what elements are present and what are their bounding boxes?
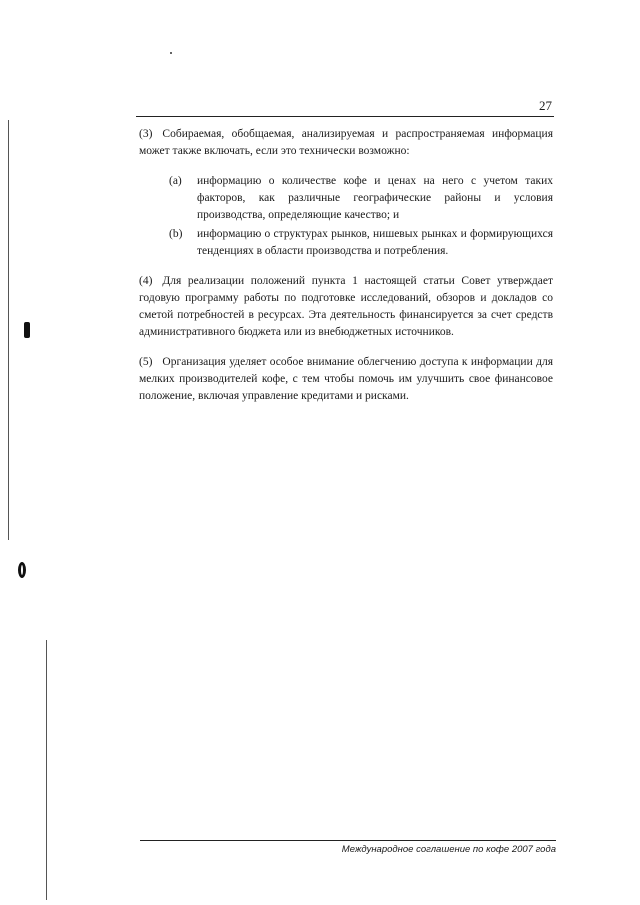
list-item-letter: (b) [169,228,183,240]
scan-edge-line [8,120,9,540]
paragraph-3 [139,126,553,160]
sub-item-list [139,173,553,260]
footer-rule [140,840,556,841]
scan-speck [170,52,172,54]
list-item-letter: (a) [169,175,182,187]
footer-title: Международное соглашение по кофе 2007 года [341,844,556,855]
list-item-text: информацию о структурах рынков, нишевых рынках и формирующихся тенденциях в области производства и потребления. [197,228,553,257]
scan-edge-line-lower [46,640,47,900]
list-item-text: информацию о количестве кофе и ценах на него с учетом таких факторов, как различные географические районы и условия производства, определяющие качество; и [197,175,553,221]
paragraph-text: Собираемая, обобщаемая, анализируемая и распространяемая информация может также включать, если это технически возможно: [139,128,553,157]
list-item [139,226,553,260]
page-number: 27 [539,98,552,113]
paragraph-4 [139,273,553,341]
list-item [139,173,553,224]
binder-hole [18,562,26,578]
paragraph-text: Для реализации положений пункта 1 настоящей статьи Совет утверждает годовую программу работы по подготовке исследований, обзоров и докладов со сметой потребностей в ресурсах. Эта деятельность финансируется за счет средств административного бюджета или из внебюджетных источников. [139,275,553,338]
document-body [139,126,553,418]
paragraph-number: (3) [139,128,153,140]
paragraph-number: (4) [139,275,153,287]
paragraph-5 [139,354,553,405]
header-rule [136,116,554,117]
binder-mark [24,322,30,338]
paragraph-text: Организация уделяет особое внимание облегчению доступа к информации для мелких производителей кофе, с тем чтобы помочь им улучшить свое финансовое положение, включая управление кредитами и рисками. [139,356,553,402]
paragraph-number: (5) [139,356,153,368]
